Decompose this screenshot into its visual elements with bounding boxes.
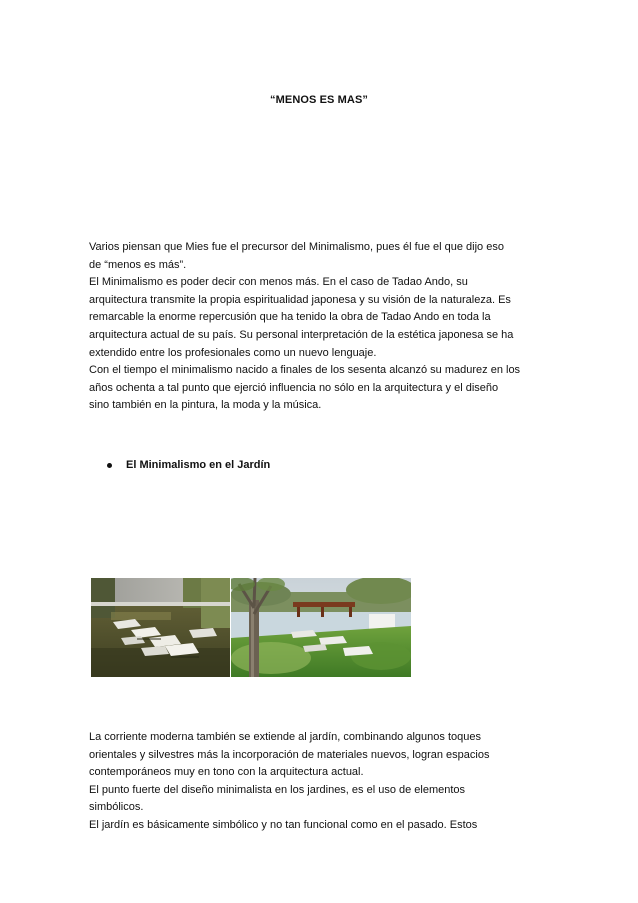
text-line: simbólicos.	[89, 801, 144, 814]
text-line: sino también en la pintura, la moda y la música.	[89, 399, 322, 412]
text-line: El punto fuerte del diseño minimalista en los jardines, es el uso de elementos	[89, 783, 466, 796]
text-line: Varios piensan que Mies fue el precursor del Minimalismo, pues él fue el que dijo eso	[89, 241, 504, 253]
text-line: Con el tiempo el minimalismo nacido a finales de los sesenta alcanzó su madurez en los	[89, 364, 521, 377]
text-line: arquitectura transmite la propia espiritualidad japonesa y su visión de la naturaleza. Es	[89, 293, 511, 306]
text-line: arquitectura actual de su país. Su personal interpretación de la estética japonesa se ha	[89, 328, 514, 341]
text-line: orientales y silvestres más la incorporación de materiales nuevos, logran espacios	[89, 748, 490, 761]
text-line: El jardín es básicamente simbólico y no tan funcional como en el pasado. Estos	[89, 818, 478, 831]
bullet-icon	[107, 463, 112, 468]
text-line: años ochenta a tal punto que ejerció influencia no sólo en la arquitectura y el diseño	[89, 381, 499, 394]
garden-paragraph	[89, 729, 557, 835]
text-line: extendido entre los profesionales como un nuevo lenguaje.	[89, 346, 377, 359]
page-title: “MENOS ES MAS”	[270, 94, 368, 106]
section-heading: El Minimalismo en el Jardín	[126, 459, 271, 471]
text-line: de “menos es más”.	[89, 258, 187, 271]
text-line: La corriente moderna también se extiende al jardín, combinando algunos toques	[89, 731, 481, 743]
garden-photos	[91, 578, 411, 677]
garden-bridge-photo	[231, 578, 411, 677]
text-line: contemporáneos muy en tono con la arquitectura actual.	[89, 766, 364, 779]
text-line: remarcable la enorme repercusión que ha tenido la obra de Tadao Ando en toda la	[89, 311, 491, 324]
text-line: El Minimalismo es poder decir con menos más. En el caso de Tadao Ando, su	[89, 276, 468, 289]
intro-paragraph	[89, 239, 557, 415]
section-bullet	[107, 459, 270, 471]
pond-stepping-stones-photo	[91, 578, 230, 677]
